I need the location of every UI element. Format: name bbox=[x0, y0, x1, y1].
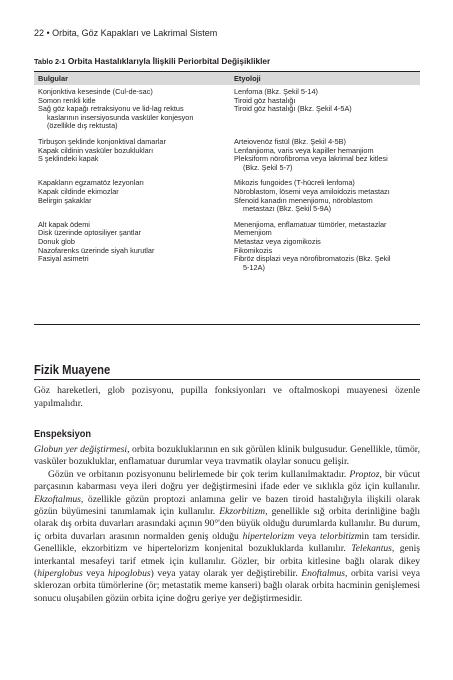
finding-text: Konjonktiva kesesinde (Cul-de-sac) bbox=[38, 87, 153, 96]
etiology-cell bbox=[234, 155, 420, 172]
finding-text: Sağ göz kapağı retraksiyonu ve lid-lag rektus bbox=[38, 104, 184, 114]
text-run: ) veya yatay olarak yer değiştirebilir. bbox=[150, 568, 302, 580]
etiology-cell bbox=[234, 255, 420, 272]
italic-term: telorbitizm bbox=[319, 530, 362, 542]
etiology-text: Menenjioma, enflamatuar tümörler, metastazlar bbox=[234, 219, 387, 229]
finding-cell bbox=[38, 197, 234, 214]
table-header bbox=[34, 72, 420, 85]
finding-text: (özellikle dış rektusta) bbox=[47, 121, 118, 131]
running-head: 22 • Orbita, Göz Kapakları ve Lakrimal Sistem bbox=[34, 28, 218, 38]
italic-term: Ekzorbitizm bbox=[219, 506, 266, 518]
finding-cell bbox=[38, 255, 234, 272]
italic-term: hiperglobus bbox=[37, 568, 83, 580]
italic-term: hipertelorizm bbox=[242, 530, 295, 542]
text-run: , orbita varisi veya sklerozan orbita tümörlerine (ör; metastatik meme kanseri) bağlı olarak orbita hacminin genişlemesi sonucu oluşabilen gözün orbita içine doğru geriye yer değiştirmesidir. bbox=[34, 568, 420, 604]
finding-text: Belirgin şakaklar bbox=[38, 195, 92, 205]
subsection-body bbox=[34, 444, 420, 605]
etiology-text: (Bkz. Şekil 5-7) bbox=[243, 162, 293, 172]
finding-text: Kapak cildinin vasküler bozuklukları bbox=[38, 145, 154, 155]
etiology-text: 5-12A) bbox=[243, 262, 265, 272]
table-header-bulgular: Bulgular bbox=[38, 74, 68, 83]
table-row bbox=[38, 255, 420, 272]
table-bottom-rule bbox=[34, 324, 420, 325]
etiology-text: Lenfoma (Bkz. Şekil 5-14) bbox=[234, 87, 318, 96]
etiology-text: metastazı (Bkz. Şekil 5-9A) bbox=[243, 204, 331, 214]
table-row bbox=[38, 155, 420, 172]
etiology-cell bbox=[234, 197, 420, 214]
section-heading-rule bbox=[34, 379, 420, 380]
table-label: Tablo 2-1 bbox=[34, 57, 66, 66]
italic-term: hipoglobus bbox=[107, 568, 151, 580]
text-run: , bir vücut parçasının kabarması veya ileri doğru yer değiştirmesini ifade eder ve sıklıkla göz için kullanılır. bbox=[34, 468, 421, 493]
table-row bbox=[38, 197, 420, 214]
italic-term: Globun yer değiştirmesi bbox=[34, 444, 128, 455]
finding-text: kaslarının insersiyosunda vasküler konjesyon bbox=[47, 112, 194, 122]
finding-text: Nazofarenks üzerinde siyah kurutlar bbox=[38, 245, 155, 255]
etiology-text: Arteiovenöz fistül (Bkz. Şekil 4-5B) bbox=[234, 136, 346, 146]
etiology-text: Lenfanjioma, varis veya kapiller hemanjiom bbox=[234, 145, 374, 155]
text-run: veya bbox=[82, 568, 108, 580]
etiology-text: Tiroid göz hastalığı (Bkz. Şekil 4-5A) bbox=[234, 104, 352, 114]
finding-text: Disk üzerinde optosiliyer şantlar bbox=[38, 228, 142, 238]
text-run: , özellikle gözün proptozi anlamına gelir ve bazen tiroid hastalığıyla ilişkili olarak gözün büyümesini tanımlamak için kullanılır. bbox=[34, 493, 420, 518]
italic-term: Telekantus bbox=[351, 543, 392, 555]
table-caption bbox=[34, 56, 420, 72]
finding-cell bbox=[38, 155, 234, 172]
etiology-text: Sfenoid kanadın menenjiomu, nöroblastom bbox=[234, 195, 373, 205]
finding-cell bbox=[38, 105, 234, 131]
finding-text: Fasiyal asimetri bbox=[38, 254, 89, 264]
table-title: Orbita Hastalıklarıyla İlişkili Periorbital Değişiklikler bbox=[67, 56, 271, 66]
finding-text: Tirbuşon şeklinde konjonktival damarlar bbox=[38, 136, 166, 146]
finding-text: Alt kapak ödemi bbox=[38, 219, 90, 229]
italic-term: Ekzoftalmus bbox=[34, 493, 81, 505]
finding-text: Somon renkli kitle bbox=[38, 95, 96, 105]
finding-text: S şeklindeki kapak bbox=[38, 154, 99, 164]
table-row bbox=[38, 229, 420, 238]
text-run: in tam tersidir. Genellikle, ekzorbitizm ve hipertelorizm konjenital bozukluklarda kullanılır. bbox=[34, 530, 420, 555]
text-run: , orbita bozukluklarının en sık görülen klinik bulgusudur. Genellikle, tümör, vasküler bozukluklar, enflamatuar durumlar veya travmatik olaylar sonucu gelişir. bbox=[34, 444, 420, 468]
italic-term: Enoftalmus bbox=[301, 568, 346, 580]
table-body bbox=[34, 85, 420, 272]
etiology-text: Nöroblastom, lösemi veya amiloidozis metastazı bbox=[234, 186, 390, 196]
text-run: Gözün ve orbitanın pozisyonunu belirlemede bir çok terim kullanılmaktadır. bbox=[48, 468, 350, 480]
table-2-1 bbox=[34, 56, 420, 272]
subsection-heading: Enspeksiyon bbox=[34, 428, 92, 440]
etiology-text: Memenjiom bbox=[234, 228, 272, 238]
etiology-text: Fibröz displazi veya nörofibromatozis (Bkz. Şekil bbox=[234, 254, 391, 264]
finding-text: Kapakların egzamatöz lezyonları bbox=[38, 178, 144, 188]
section-heading: Fizik Muayene bbox=[34, 363, 111, 377]
body-paragraph-1 bbox=[34, 444, 420, 469]
text-run: , geniş interkantal mesafeyi tarif etmek için kullanılır. Gözler, bir orbita kitlesine bağlı olarak dikey ( bbox=[34, 543, 420, 580]
etiology-text: Fikomikozis bbox=[234, 245, 273, 255]
etiology-text: Metastaz veya zigomikozis bbox=[234, 236, 321, 246]
text-run: , genellikle sığ orbita derinliğine bağlı olarak dış orbita duvarları arasındaki açının 90°'den büyük olduğu durumlarda kullanılır. Bu durum, iç orbita duvarları arasının normalden geniş olduğu bbox=[34, 506, 420, 542]
etiology-text: Mikozis fungoides (T-hücreli lenfoma) bbox=[234, 178, 355, 188]
finding-text: Donuk glob bbox=[38, 236, 75, 246]
finding-text: Kapak cildinde ekimozlar bbox=[38, 186, 119, 196]
text-run: veya bbox=[294, 530, 320, 542]
section-intro-paragraph: Göz hareketleri, glob pozisyonu, pupilla fonksiyonları ve oftalmoskopi muayenesi özenle yapılmalıdır. bbox=[34, 385, 420, 409]
body-paragraph-2 bbox=[34, 469, 420, 605]
italic-term: Proptoz bbox=[349, 468, 380, 480]
table-header-etyoloji: Etyoloji bbox=[234, 74, 261, 83]
table-row bbox=[38, 105, 420, 131]
etiology-text: Pleksiform nörofibroma veya lakrimal bez kitlesi bbox=[234, 154, 388, 164]
etiology-text: Tiroid göz hastalığı bbox=[234, 95, 296, 105]
etiology-cell bbox=[234, 105, 420, 131]
